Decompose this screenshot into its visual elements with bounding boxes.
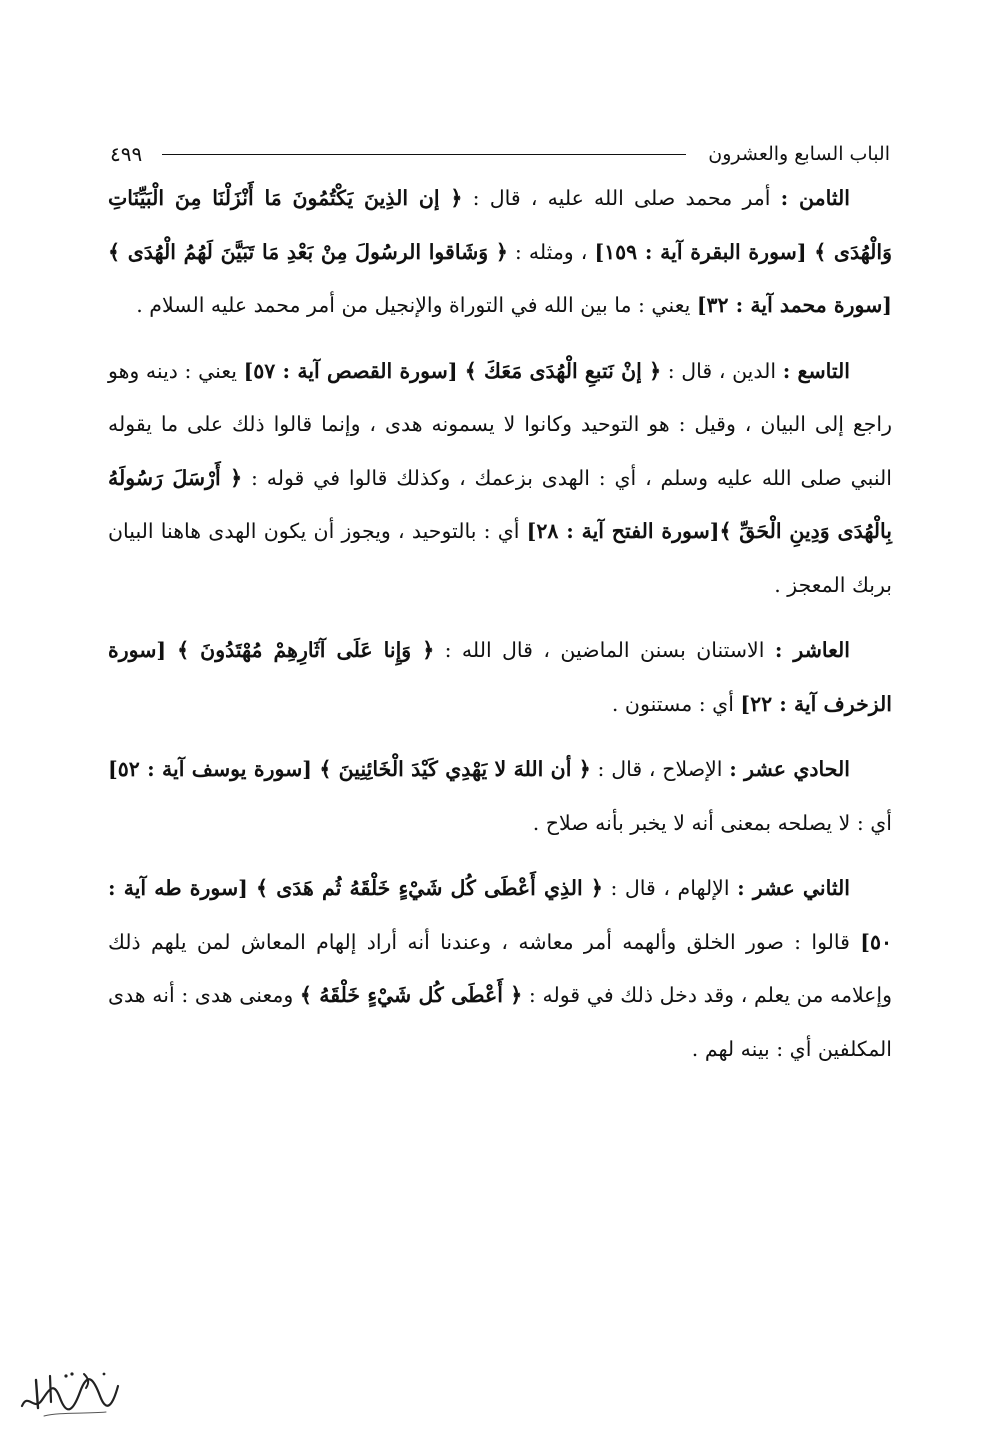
quran-verse: ﴿ وَشَاقوا الرسُولَ مِنْ بَعْدِ مَا تَبَيَّنَ لَهُمُ الْهُدَى ﴾	[108, 239, 508, 264]
paragraph-eleventh	[108, 743, 892, 850]
paragraph-ninth	[108, 345, 892, 613]
body-text-segment: الإصلاح ، قال :	[590, 757, 730, 781]
header-rule	[162, 154, 686, 155]
quran-verse: ﴿ الذِي أَعْطَى كُل شَيْءٍ خَلْقَهُ ثُم هَدَى ﴾	[256, 876, 603, 900]
body-text-segment: قالوا : صور الخلق وألهمه أمر معاشه ، وعندنا أنه أراد إلهام المعاش لمن يلهم ذلك وإعلامه من يعلم ، وقد دخل ذلك في قوله :	[108, 929, 892, 1007]
verse-reference: [سورة البقرة آية : ١٥٩]	[594, 239, 815, 264]
quran-verse: ﴿ إن الذِينَ يَكْتُمُونَ مَا أَنْزَلْنَا مِنَ الْبَيِّنَاتِ وَالْهُدَى ﴾	[108, 186, 893, 264]
paragraph-lead: العاشر :	[774, 638, 850, 662]
body-text-segment: أي : بالتوحيد ، ويجوز أن يكون الهدى هاهنا البيان بربك المعجز .	[108, 519, 892, 597]
quran-verse: ﴿ أَعْطَى كُل شَيْءٍ خَلْقَهُ ﴾	[299, 983, 523, 1007]
calligraphy-logo-icon	[14, 1362, 122, 1422]
body-text-segment: الدين ، قال :	[661, 358, 783, 383]
quran-verse: ﴿ وَإِنا عَلَى آثَارِهِمْ مُهْتَدُونَ ﴾	[177, 638, 435, 662]
paragraph-eighth	[108, 172, 892, 333]
body-text-segment: ومعنى هدى : أنه هدى المكلفين أي : بينه لهم .	[108, 983, 892, 1061]
verse-reference: [سورة محمد آية : ٣٢]	[696, 293, 892, 317]
body-text-segment: أي : لا يصلحه بمعنى أنه لا يخبر بأنه صلاح .	[532, 810, 892, 835]
verse-reference: [سورة الفتح آية : ٢٨]	[526, 519, 720, 543]
calligraphy-logo-svg	[14, 1362, 122, 1422]
running-header	[110, 138, 890, 170]
paragraph-tenth	[108, 624, 892, 731]
body-text-segment: الاستنان بسنن الماضين ، قال الله :	[434, 638, 775, 662]
quran-verse: ﴿ أن اللهَ لا يَهْدِي كَيْدَ الْخَائِنِينَ ﴾	[319, 757, 591, 781]
paragraph-lead: الثامن :	[780, 186, 850, 210]
paragraph-lead: الحادي عشر :	[729, 757, 850, 781]
paragraph-lead: التاسع :	[782, 358, 850, 383]
verse-reference: [سورة طه آية : ٥٠]	[108, 876, 892, 954]
body-text-segment: يعني : دينه وهو راجع إلى البيان ، وقيل : هو التوحيد وكانوا لا يسمونه هدى ، وإنما قالوا ذلك على ما يقوله النبي صلى الله عليه وسلم ، أي : الهدى بزعمك ، وكذلك قالوا في قوله :	[108, 358, 892, 490]
verse-reference: [سورة يوسف آية : ٥٢]	[108, 757, 320, 781]
paragraph-twelfth	[108, 862, 892, 1076]
body-text-segment: أي : مستنون .	[611, 691, 741, 716]
page-body	[108, 172, 892, 1088]
chapter-title: الباب السابع والعشرون	[708, 143, 890, 165]
quran-verse: ﴿ إنْ نَتبعِ الْهُدَى مَعَكَ ﴾	[464, 358, 662, 383]
body-text-segment: الإلهام ، قال :	[602, 876, 738, 900]
page-number: ٤٩٩	[110, 142, 143, 166]
quran-verse: ﴿ أَرْسَلَ رَسُولَهُ بِالْهُدَى وَدِينِ الْحَقِّ ﴾	[108, 465, 892, 543]
body-text-segment: يعني : ما بين الله في التوراة والإنجيل من أمر محمد عليه السلام .	[136, 293, 697, 317]
paragraph-lead: الثاني عشر :	[737, 876, 850, 900]
body-text-segment: ، ومثله :	[507, 239, 595, 264]
verse-reference: [سورة الزخرف آية : ٢٢]	[108, 638, 892, 716]
verse-reference: [سورة القصص آية : ٥٧]	[243, 358, 465, 383]
body-text-segment: أمر محمد صلى الله عليه ، قال :	[462, 186, 781, 210]
